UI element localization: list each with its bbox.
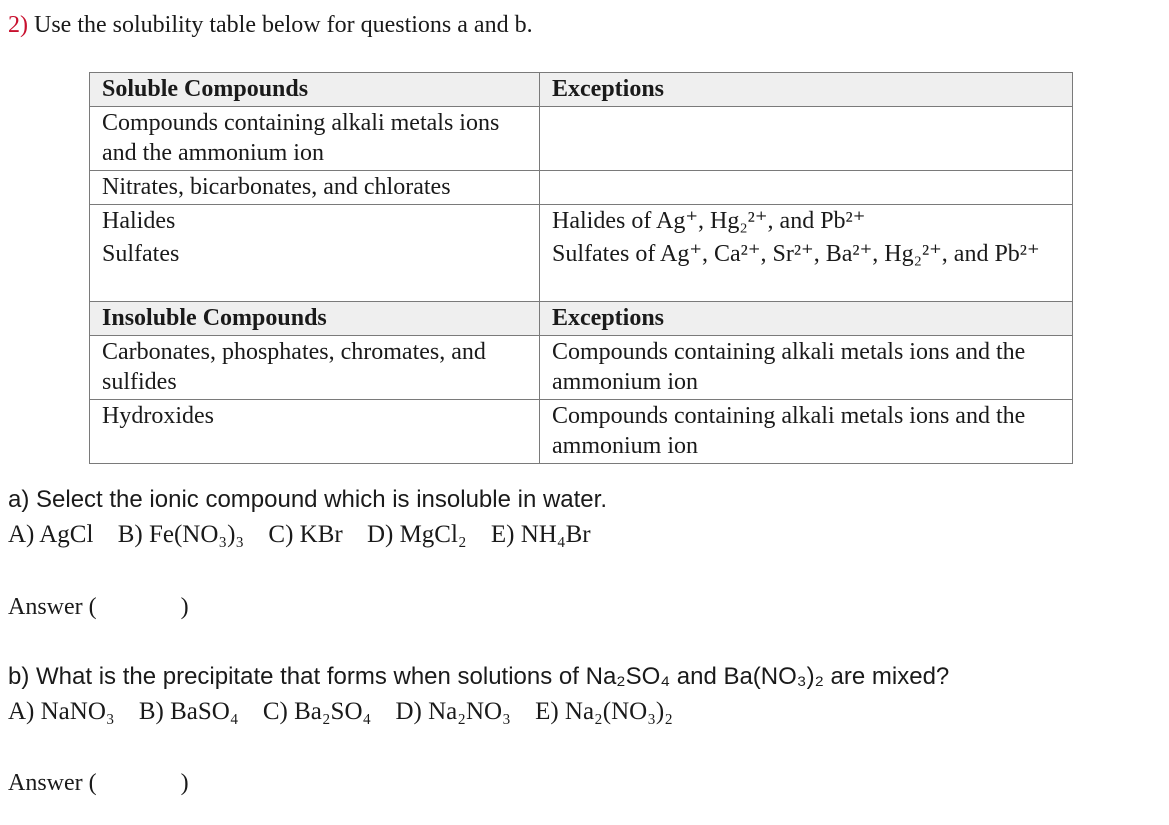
insoluble-compounds-header: Insoluble Compounds bbox=[90, 302, 540, 336]
question-instructions: Use the solubility table below for questions a and b. bbox=[34, 12, 533, 38]
table-row bbox=[90, 238, 1073, 302]
answer-a-label: Answer ( bbox=[8, 594, 97, 620]
soluble-header-row bbox=[90, 73, 1073, 107]
hydroxides-exception-cell: Compounds containing alkali metals ions and the ammonium ion bbox=[540, 400, 1073, 464]
soluble-sulfates-cell: Sulfates bbox=[90, 238, 540, 302]
soluble-alkali-cell: Compounds containing alkali metals ions and the ammonium ion bbox=[90, 107, 540, 171]
table-row bbox=[90, 171, 1073, 205]
question-b-options bbox=[8, 698, 691, 726]
table-row bbox=[90, 107, 1073, 171]
question-a-prompt: a) Select the ionic compound which is insoluble in water. bbox=[8, 486, 607, 513]
table-row bbox=[90, 205, 1073, 239]
option-b: B) BaSO₄ bbox=[138, 698, 239, 725]
answer-b-close: ) bbox=[180, 770, 189, 796]
question-number: 2) bbox=[8, 12, 28, 38]
soluble-halides-cell: Halides bbox=[90, 205, 540, 239]
empty-exception-cell bbox=[540, 107, 1073, 171]
exceptions-header-2: Exceptions bbox=[540, 302, 1073, 336]
option-d: D) Na₂NO₃ bbox=[395, 698, 511, 725]
insoluble-header-row bbox=[90, 302, 1073, 336]
solubility-table bbox=[89, 72, 1073, 464]
option-e: E) Na₂(NO₃)₂ bbox=[535, 698, 673, 725]
exceptions-header: Exceptions bbox=[540, 73, 1073, 107]
option-b: B) Fe(NO₃)₃ bbox=[117, 521, 245, 548]
soluble-compounds-header: Soluble Compounds bbox=[90, 73, 540, 107]
option-e: E) NH₄Br bbox=[490, 521, 591, 548]
carbonates-exception-cell: Compounds containing alkali metals ions and the ammonium ion bbox=[540, 336, 1073, 400]
empty-exception-cell bbox=[540, 171, 1073, 205]
question-heading bbox=[8, 12, 533, 39]
soluble-nitrates-cell: Nitrates, bicarbonates, and chlorates bbox=[90, 171, 540, 205]
option-a: A) AgCl bbox=[8, 521, 94, 548]
answer-b-line bbox=[8, 770, 189, 797]
answer-a-close: ) bbox=[180, 594, 189, 620]
insoluble-carbonates-cell: Carbonates, phosphates, chromates, and sulfides bbox=[90, 336, 540, 400]
halides-exception-cell: Halides of Ag⁺, Hg₂²⁺, and Pb²⁺ bbox=[540, 205, 1073, 239]
option-d: D) MgCl₂ bbox=[366, 521, 467, 548]
table-row bbox=[90, 336, 1073, 400]
answer-a-line bbox=[8, 594, 189, 621]
sulfates-exception-cell: Sulfates of Ag⁺, Ca²⁺, Sr²⁺, Ba²⁺, Hg₂²⁺, and Pb²⁺ bbox=[540, 238, 1073, 302]
question-b-prompt: b) What is the precipitate that forms when solutions of Na₂SO₄ and Ba(NO₃)₂ are mixed? bbox=[8, 663, 950, 690]
insoluble-hydroxides-cell: Hydroxides bbox=[90, 400, 540, 464]
option-c: C) Ba₂SO₄ bbox=[262, 698, 372, 725]
option-a: A) NaNO₃ bbox=[8, 698, 115, 725]
question-a-options bbox=[8, 521, 609, 549]
answer-b-label: Answer ( bbox=[8, 770, 97, 796]
table-row bbox=[90, 400, 1073, 464]
option-c: C) KBr bbox=[268, 521, 343, 548]
